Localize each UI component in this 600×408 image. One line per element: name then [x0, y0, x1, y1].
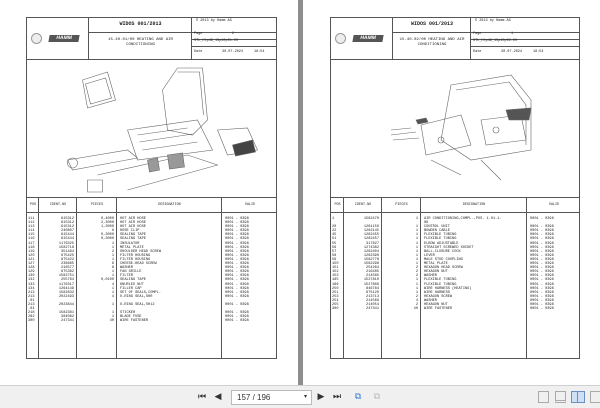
cell-pieces: 1	[111, 286, 114, 291]
cell-ident-no: 216485	[366, 270, 379, 275]
cell-pieces: 1	[415, 286, 418, 291]
document-id: STL_Hlp49_15p40p02-00	[473, 39, 518, 43]
cell-valid: 0001 - 0398	[225, 229, 249, 234]
cell-pos: 119	[28, 249, 35, 254]
copyright: © 2013 by Hamm AG	[475, 19, 511, 23]
seal-logo	[31, 33, 42, 44]
cell-ident-no: 2023844	[58, 302, 74, 307]
page-header	[26, 17, 277, 60]
cell-pos: 152	[332, 270, 339, 275]
cell-valid: 0001 - 0398	[225, 262, 249, 267]
cell-pos: 213	[28, 294, 35, 299]
cell-ident-no: 214054	[366, 302, 379, 307]
cell-pieces: 4	[415, 298, 418, 303]
cell-designation: AIR CONDITIONING,COMPL.,POS. 1.01-1.	[424, 217, 502, 221]
cell-designation: HEXAGON NUT	[424, 302, 448, 307]
cell-valid: 0001 - 0398	[530, 270, 554, 275]
cell-valid: 0001 - 0398	[225, 257, 249, 262]
cell-ident-no: 317827	[366, 241, 379, 246]
cell-valid: 0001 - 0398	[530, 282, 554, 287]
table-row	[27, 319, 276, 323]
cell-pos: 134	[28, 286, 35, 291]
cell-designation: BLADE FUSE	[120, 315, 142, 320]
cell-pieces: 40	[109, 319, 114, 324]
date-value: 30.07.2024	[501, 50, 523, 54]
cell-pieces: 1	[111, 290, 114, 295]
cell-pieces: 0,3000	[101, 233, 114, 238]
page-number: 1	[511, 32, 514, 36]
cell-ident-no: 1262404	[363, 249, 379, 254]
cell-designation: METAL PLATE	[424, 262, 448, 267]
cell-pieces: 1	[111, 253, 114, 258]
cell-pos: 57	[332, 249, 337, 254]
section-title-2: CONDITIONING	[126, 43, 155, 47]
exploded-parts-diagram	[26, 59, 277, 198]
cell-ident-no: 214585	[366, 274, 379, 279]
page-label: Page	[473, 32, 482, 36]
cell-designation: FLEXIBLE TUBING	[424, 237, 457, 242]
next-page-button[interactable]: ▶	[317, 392, 325, 402]
cell-valid: 0001 - 0398	[225, 249, 249, 254]
cell-pieces: 1	[111, 315, 114, 320]
cell-pieces: 4	[111, 294, 114, 299]
cell-valid: 0001 - 0398	[530, 266, 554, 271]
cell-pos: 58	[332, 253, 337, 258]
copyright: © 2013 by Hamm AG	[196, 19, 232, 23]
cell-pieces: 1	[415, 249, 418, 254]
cell-ident-no: 1282455	[363, 233, 379, 238]
cell-designation: BOWDEN CABLE	[424, 229, 450, 234]
cell-designation: HEXAGON NUT	[424, 270, 448, 275]
cell-valid: 0001 - 0398	[225, 315, 249, 320]
cell-pieces: 1	[111, 257, 114, 262]
cell-valid: 0001 - 0398	[530, 217, 554, 221]
cell-valid: 0001 - 0398	[225, 270, 249, 275]
cell-pos: 114	[28, 229, 35, 234]
cell-pos: 20	[332, 225, 337, 230]
title-divider	[89, 32, 192, 33]
cell-pieces: 40	[413, 307, 418, 312]
cell-pos: 120	[28, 253, 35, 258]
cell-pos: 130	[28, 274, 35, 279]
cell-designation: HEXAGON HEAD SCREW	[424, 266, 463, 271]
cell-ident-no: 247341	[366, 307, 379, 312]
cell-designation: FILTER	[120, 274, 133, 279]
cell-ident-no: 615312	[61, 221, 74, 226]
cell-pos: .01	[28, 298, 35, 303]
cell-pieces: 2	[111, 249, 114, 254]
cell-designation: CHEESE-HEAD SCREW	[120, 262, 157, 267]
cell-pos: 59	[332, 257, 337, 262]
cell-valid: 0001 - 0398	[225, 302, 249, 307]
cell-pos: 213	[28, 290, 35, 295]
cell-pieces: 1	[415, 282, 418, 287]
cell-ident-no: 1282457	[363, 237, 379, 242]
page-right	[303, 0, 600, 385]
cell-pieces: 6	[111, 266, 114, 271]
single-page-view-icon[interactable]	[538, 391, 549, 403]
cell-designation: CONTROL UNIT	[424, 225, 450, 230]
cell-pos: 253	[332, 294, 339, 299]
cell-ident-no: 1262390	[363, 253, 379, 258]
cell-designation: FILTER HOUSING	[120, 253, 151, 258]
section-title-2: CONDITIONING	[417, 43, 447, 47]
cell-pieces: 2,3000	[101, 221, 114, 226]
cell-valid: 0001 - 0398	[530, 302, 554, 307]
cell-valid: 0001 - 0398	[225, 278, 249, 283]
cell-pos: 56	[332, 245, 337, 250]
last-page-button[interactable]: ⏭	[332, 392, 342, 402]
date-label: Date	[473, 50, 482, 54]
cell-valid: 0001 - 0398	[225, 294, 249, 299]
cell-ident-no: 875425	[61, 253, 74, 258]
cell-valid: 0001 - 0398	[530, 245, 554, 250]
cell-valid: 0001 - 0398	[225, 221, 249, 226]
cell-valid: 0001 - 0398	[530, 286, 554, 291]
cell-valid: 0001 - 0398	[530, 225, 554, 230]
cell-pos: 111	[28, 217, 35, 221]
cell-ident-no: 615444	[61, 233, 74, 238]
cell-designation: WIRE FASTENER	[120, 319, 149, 324]
cell-designation: WIRE HARNESS	[424, 290, 450, 295]
cell-ident-no: 214569	[366, 298, 379, 303]
cell-ident-no: 1582470	[363, 217, 379, 221]
cell-designation: WASHER	[424, 274, 437, 279]
cell-ident-no: 351484	[61, 249, 74, 254]
cell-pos: 250	[332, 286, 339, 291]
cell-pieces: 1	[415, 253, 418, 258]
cell-pieces: 1,3000	[101, 225, 114, 230]
cell-pos: 118	[28, 245, 35, 250]
cell-pieces: 2	[415, 294, 418, 299]
column-header-designation: DESIGNATION	[158, 203, 181, 207]
cell-ident-no: 1176325	[58, 241, 74, 246]
cell-pos: 45	[332, 233, 337, 238]
navigation-toolbar	[0, 385, 600, 408]
cell-ident-no: 875120	[366, 290, 379, 295]
cell-ident-no: 846784	[366, 286, 379, 291]
cell-designation: MALE STUD COUPLING	[424, 257, 463, 262]
cell-pieces: 0,3000	[101, 237, 114, 242]
cell-valid: 0001 - 0398	[530, 278, 554, 283]
cell-pos: 1	[332, 217, 335, 221]
cell-pos: 151	[332, 266, 339, 271]
cell-pieces: 1	[415, 241, 418, 246]
header-rule	[192, 46, 276, 47]
cell-pos: 113	[28, 225, 35, 230]
cell-ident-no: 615444	[61, 237, 74, 242]
cell-valid: 0001 - 0398	[530, 274, 554, 279]
cell-pos: 55	[332, 241, 337, 246]
cell-designation: STRAIGHT SCREWED SOCKET	[424, 245, 474, 250]
title-divider	[393, 32, 471, 33]
column-header-pieces: PIECES	[90, 203, 104, 207]
cell-designation: SHOULDER HEAD SCREW	[120, 249, 161, 254]
table-row	[331, 307, 579, 311]
cell-pos: .04	[28, 307, 35, 312]
document-title: WIDOS 001/2013	[119, 21, 162, 27]
cell-pieces: 8	[111, 229, 114, 234]
column-header-pos: POS	[29, 203, 37, 207]
cell-valid: 0001 - 0398	[530, 257, 554, 262]
cell-designation: HOT AIR HOSE	[120, 217, 146, 221]
cell-designation: HOSE CLIP	[120, 229, 140, 234]
cell-ident-no: 615312	[61, 225, 74, 230]
time-value: 18:54	[533, 50, 544, 54]
cell-designation: FLEXIBLE TUBING	[424, 282, 457, 287]
column-header-valid: VALID	[548, 203, 560, 207]
cell-valid: 0001 - 0398	[225, 282, 249, 287]
cell-valid: 0001 - 0398	[530, 241, 554, 246]
cell-pieces: 1	[111, 270, 114, 275]
cell-ident-no: 240807	[61, 229, 74, 234]
cell-valid: 0001 - 0398	[225, 225, 249, 230]
cell-pieces: 2	[415, 270, 418, 275]
header-rule	[471, 32, 579, 33]
cell-pieces: 1	[415, 229, 418, 234]
cell-pos: 112	[28, 221, 35, 226]
cell-pieces: 1	[111, 311, 114, 316]
cell-designation: FILLER CAP	[120, 286, 142, 291]
cell-pieces: 2	[415, 266, 418, 271]
cell-pos: 133	[28, 282, 35, 287]
cell-ident-no: 2022493	[58, 294, 74, 299]
cell-ident-no: 1582718	[58, 245, 74, 250]
cell-ident-no: 1261150	[363, 225, 379, 230]
cell-ident-no: 1262145	[363, 229, 379, 234]
cell-ident-no: 1582778	[363, 257, 379, 262]
cell-pos: 218	[28, 311, 35, 316]
page-header	[330, 17, 580, 60]
date-value: 30.07.2024	[222, 50, 244, 54]
cell-designation: FLEXIBLE TUBING	[424, 278, 457, 283]
cell-valid: 0001 - 0398	[225, 311, 249, 316]
cell-pos: 153	[332, 274, 339, 279]
cell-pos: 121	[28, 257, 35, 262]
cell-valid: 0001 - 0398	[530, 294, 554, 299]
cell-pieces: 1	[111, 241, 114, 246]
cell-pieces: 1	[415, 262, 418, 267]
cell-valid: 0001 - 0398	[225, 245, 249, 250]
two-page-continuous-view-icon[interactable]	[590, 391, 600, 403]
previous-page-button[interactable]: ◀	[214, 392, 222, 402]
cell-designation: METAL PLATE	[120, 245, 144, 250]
cell-pos: 129	[28, 270, 35, 275]
first-page-button[interactable]: ⏮	[197, 392, 207, 402]
cell-pieces: 1	[415, 217, 418, 221]
cell-pieces: 1	[415, 257, 418, 262]
cell-ident-no: 1274382	[363, 245, 379, 250]
cell-valid: 0001 - 0398	[225, 233, 249, 238]
cell-designation: ELBOW ADJUSTABLE	[424, 241, 459, 246]
cell-ident-no: 384062	[61, 315, 74, 320]
cell-ident-no: 875422	[61, 257, 74, 262]
cell-ident-no: 1264148	[58, 286, 74, 291]
section-title: 15.40.01/00 HEATING AND AIR	[108, 38, 173, 42]
cell-valid: 0001 - 0398	[225, 290, 249, 295]
cell-pieces: 0,4000	[101, 217, 114, 221]
cell-pieces: 1	[415, 233, 418, 238]
cell-designation: SET OF SEALS,COMPL.	[120, 290, 161, 295]
cell-designation: WIRE FASTENER	[424, 307, 453, 312]
page-number-value: 157 / 196	[237, 393, 271, 402]
column-header-valid: VALID	[244, 203, 256, 207]
cell-designation: SEALING TAPE	[120, 237, 146, 242]
document-id: STL_Hlp49_15p40p01-00	[194, 39, 239, 43]
cell-designation: HEXAGON SCREW	[424, 294, 453, 299]
cell-pieces: 2	[415, 274, 418, 279]
cell-designation: WIRE HARNESS (HEATING)	[424, 286, 472, 291]
cell-valid: 0001 - 0398	[530, 307, 554, 312]
cell-designation: WASHER	[424, 298, 437, 303]
cell-ident-no: 254264	[366, 266, 379, 271]
parts-table	[330, 197, 580, 359]
page-label: Page	[194, 32, 203, 36]
cell-ident-no: 1582298	[363, 262, 379, 267]
cell-valid: 0001 - 0398	[225, 217, 249, 221]
cell-pos: 300	[332, 307, 339, 312]
cell-valid: 0001 - 0398	[225, 266, 249, 271]
cell-pieces: 2	[415, 302, 418, 307]
cell-designation: 06	[424, 221, 429, 226]
cell-ident-no: 1582381	[58, 311, 74, 316]
date-label: Date	[194, 50, 203, 54]
rotate-icon[interactable]: ⧉	[354, 392, 362, 402]
cell-valid: 0001 - 0398	[225, 319, 249, 324]
cell-designation: FLEXIBLE TUBING	[424, 233, 457, 238]
cell-pieces: 6	[111, 262, 114, 267]
column-header-ident-no: IDENT-NO	[49, 203, 67, 207]
cell-pieces: 1	[111, 274, 114, 279]
cell-ident-no: 247341	[61, 319, 74, 324]
column-header-pos: POS	[334, 203, 341, 207]
cell-designation: KNURLED NUT	[120, 282, 144, 287]
table-body	[27, 217, 276, 323]
time-value: 18:54	[254, 50, 265, 54]
cell-designation: WASHER	[120, 266, 133, 271]
cell-pos: 150	[332, 262, 339, 267]
cell-pos: 51	[332, 237, 337, 242]
cell-designation: FAN GRILLE	[120, 270, 142, 275]
cell-valid: 0001 - 0398	[530, 262, 554, 267]
cell-pos: 115	[28, 233, 35, 238]
cell-ident-no: 875382	[61, 270, 74, 275]
column-header-designation: DESIGNATION	[462, 203, 486, 207]
cell-designation: SEALING TAPE	[120, 233, 146, 238]
column-header-pieces: PIECES	[395, 203, 408, 207]
cell-ident-no: 1582832	[58, 290, 74, 295]
cell-pieces: 0,0100	[101, 278, 114, 283]
cell-designation: FILTER HOUSING	[120, 257, 151, 262]
hamm-logo: HAMM	[48, 35, 79, 42]
cell-pieces: 1	[415, 237, 418, 242]
cell-pos: 251	[332, 290, 339, 295]
cell-ident-no: 1176317	[58, 282, 74, 287]
parts-table	[26, 197, 277, 359]
hamm-logo: HAMM	[352, 35, 383, 42]
cell-pieces: 1	[111, 302, 114, 307]
cell-pos: 117	[28, 241, 35, 246]
cell-pos: 186	[332, 282, 339, 287]
cell-valid: 0001 - 0398	[530, 233, 554, 238]
rotate-disabled-icon: ⧉	[373, 392, 381, 402]
exploded-parts-diagram	[330, 59, 580, 198]
cell-pieces: 1	[111, 245, 114, 250]
table-body	[331, 217, 579, 311]
cell-ident-no: 236685	[61, 262, 74, 267]
cell-valid: 0001 - 0398	[225, 241, 249, 246]
cell-valid: 0001 - 0398	[225, 253, 249, 258]
cell-ident-no: 1527810	[363, 278, 379, 283]
page-number: 2	[232, 32, 235, 36]
cell-designation: SEALING TAPE	[120, 278, 146, 283]
cell-designation: HOT AIR HOSE	[120, 225, 146, 230]
cell-designation: BALL-CLOSURE COCK	[424, 249, 461, 254]
cell-ident-no: 255764	[61, 278, 74, 283]
cell-valid: 0001 - 0398	[225, 237, 249, 242]
cell-ident-no: 1527809	[363, 282, 379, 287]
header-rule	[471, 46, 579, 47]
cell-pieces: 1	[415, 245, 418, 250]
cell-valid: 0001 - 0398	[530, 249, 554, 254]
document-title: WIDOS 001/2013	[410, 21, 453, 27]
cell-designation: STICKER	[120, 311, 136, 316]
cell-pos: 282	[28, 315, 35, 320]
continuous-view-icon[interactable]	[555, 391, 566, 403]
cell-valid: 0001 - 0398	[530, 290, 554, 295]
cell-designation: HOT AIR HOSE	[120, 221, 146, 226]
cell-pos: 116	[28, 237, 35, 242]
cell-pieces: 1	[415, 278, 418, 283]
section-title: 15.40.02/00 HEATING AND AIR	[399, 38, 465, 42]
page-number-field[interactable]	[231, 390, 312, 405]
page-left	[0, 0, 298, 385]
cell-pos: 300	[28, 319, 35, 324]
cell-pos: 213	[28, 302, 35, 307]
cell-designation: O-RING SEAL,SH12	[120, 302, 155, 307]
cell-valid: 0001 - 0398	[530, 237, 554, 242]
cell-pieces: 1	[415, 225, 418, 230]
cell-ident-no: 615312	[61, 217, 74, 221]
cell-pos: 22	[332, 229, 337, 234]
cell-pos: 128	[28, 266, 35, 271]
cell-pos: 254	[332, 298, 339, 303]
two-page-view-icon[interactable]	[571, 391, 585, 403]
cell-ident-no: 213713	[366, 294, 379, 299]
cell-designation: INSULATOR	[120, 241, 140, 246]
cell-valid: 0001 - 0398	[530, 253, 554, 258]
cell-valid: 0001 - 0398	[225, 286, 249, 291]
cell-pos: 185	[332, 278, 339, 283]
cell-pos: 127	[28, 262, 35, 267]
seal-logo	[335, 33, 346, 44]
cell-pos: 132	[28, 278, 35, 283]
cell-pieces: 4	[111, 282, 114, 287]
column-header-ident-no: IDENT-NO	[354, 203, 372, 207]
cell-valid: 0001 - 0398	[225, 274, 249, 279]
chevron-down-icon[interactable]: ▾	[303, 394, 307, 400]
cell-valid: 0001 - 0398	[530, 229, 554, 234]
cell-pos: 255	[332, 302, 339, 307]
cell-designation: LEVER	[424, 253, 435, 258]
cell-ident-no: 216577	[61, 266, 74, 271]
cell-pieces: 1	[415, 290, 418, 295]
cell-ident-no: 1582751	[58, 274, 74, 279]
cell-designation: O-RING SEAL,SHR	[120, 294, 153, 299]
cell-valid: 0001 - 0398	[530, 298, 554, 303]
